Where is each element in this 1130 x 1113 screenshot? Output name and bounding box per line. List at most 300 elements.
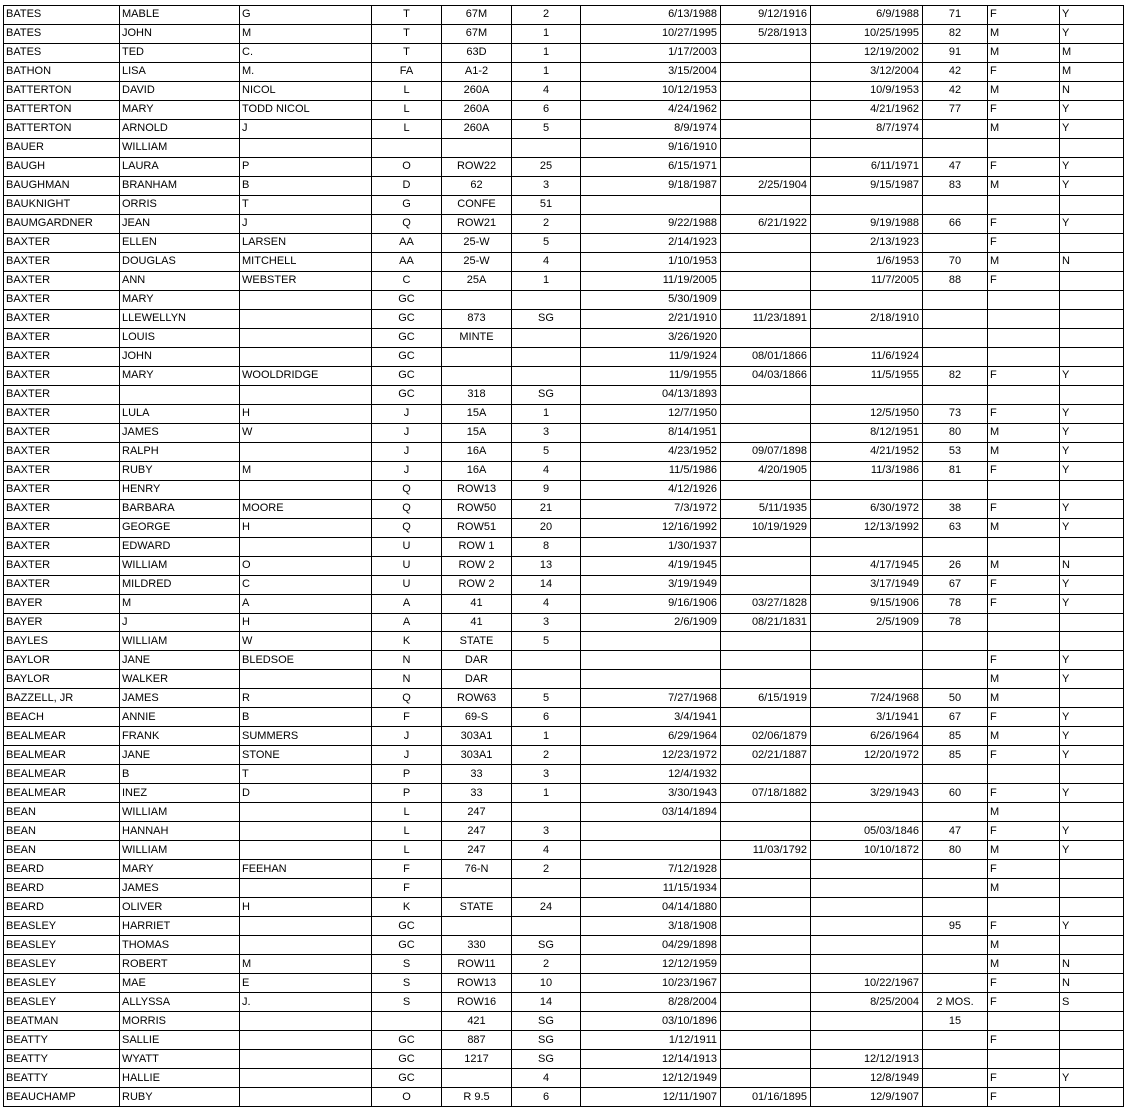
last-name-cell: BAXTER [4, 233, 120, 252]
middle-name-cell: R [240, 689, 372, 708]
sex-cell: F [988, 214, 1060, 233]
last-name-cell: BAUER [4, 138, 120, 157]
grave-cell: 2 [512, 6, 581, 25]
middle-name-cell: J [240, 214, 372, 233]
section-cell: U [372, 575, 442, 594]
sex-cell [988, 138, 1060, 157]
middle-name-cell [240, 1050, 372, 1069]
burial-date-cell: 2/6/1909 [581, 613, 721, 632]
last-name-cell: BAUGHMAN [4, 176, 120, 195]
death-date-cell [811, 138, 923, 157]
table-row [4, 689, 1124, 708]
last-name-cell: BEATTY [4, 1069, 120, 1088]
middle-name-cell: G [240, 6, 372, 25]
first-name-cell: ORRIS [120, 195, 240, 214]
birth-date-cell [721, 252, 811, 271]
burial-date-cell: 11/19/2005 [581, 271, 721, 290]
birth-date-cell [721, 993, 811, 1012]
table-row [4, 575, 1124, 594]
burial-date-cell [581, 670, 721, 689]
flag-cell: Y [1060, 841, 1124, 860]
flag-cell: Y [1060, 594, 1124, 613]
table-row [4, 537, 1124, 556]
lot-cell [442, 290, 512, 309]
section-cell [372, 1012, 442, 1031]
section-cell: K [372, 632, 442, 651]
age-cell: 78 [923, 613, 988, 632]
middle-name-cell [240, 442, 372, 461]
section-cell: T [372, 6, 442, 25]
sex-cell [988, 765, 1060, 784]
first-name-cell: MAE [120, 974, 240, 993]
grave-cell: 2 [512, 746, 581, 765]
sex-cell: M [988, 518, 1060, 537]
last-name-cell: BEATTY [4, 1031, 120, 1050]
table-row [4, 1012, 1124, 1031]
flag-cell [1060, 138, 1124, 157]
sex-cell: F [988, 1069, 1060, 1088]
last-name-cell: BAXTER [4, 442, 120, 461]
flag-cell: Y [1060, 651, 1124, 670]
grave-cell: 6 [512, 100, 581, 119]
lot-cell: 25-W [442, 252, 512, 271]
lot-cell: 260A [442, 119, 512, 138]
birth-date-cell [721, 157, 811, 176]
lot-cell: 25-W [442, 233, 512, 252]
table-row [4, 480, 1124, 499]
last-name-cell: BAUMGARDNER [4, 214, 120, 233]
flag-cell [1060, 480, 1124, 499]
burial-date-cell: 9/16/1910 [581, 138, 721, 157]
age-cell [923, 632, 988, 651]
age-cell [923, 1050, 988, 1069]
age-cell: 47 [923, 157, 988, 176]
first-name-cell: ROBERT [120, 955, 240, 974]
sex-cell: M [988, 803, 1060, 822]
birth-date-cell: 07/18/1882 [721, 784, 811, 803]
birth-date-cell [721, 233, 811, 252]
grave-cell: 4 [512, 841, 581, 860]
death-date-cell: 3/29/1943 [811, 784, 923, 803]
death-date-cell: 10/25/1995 [811, 24, 923, 43]
age-cell: 80 [923, 841, 988, 860]
section-cell: J [372, 423, 442, 442]
middle-name-cell: T [240, 195, 372, 214]
birth-date-cell [721, 860, 811, 879]
sex-cell: F [988, 157, 1060, 176]
sex-cell [988, 195, 1060, 214]
first-name-cell: GEORGE [120, 518, 240, 537]
last-name-cell: BAYLOR [4, 670, 120, 689]
death-date-cell: 7/24/1968 [811, 689, 923, 708]
age-cell [923, 328, 988, 347]
middle-name-cell [240, 1012, 372, 1031]
lot-cell: 318 [442, 385, 512, 404]
first-name-cell: JOHN [120, 24, 240, 43]
lot-cell: 63D [442, 43, 512, 62]
burial-date-cell: 03/10/1896 [581, 1012, 721, 1031]
table-row [4, 252, 1124, 271]
middle-name-cell: M [240, 461, 372, 480]
death-date-cell [811, 879, 923, 898]
middle-name-cell: P [240, 157, 372, 176]
sex-cell [988, 328, 1060, 347]
section-cell: Q [372, 689, 442, 708]
middle-name-cell [240, 1088, 372, 1107]
section-cell: U [372, 556, 442, 575]
middle-name-cell: B [240, 708, 372, 727]
birth-date-cell [721, 955, 811, 974]
section-cell: A [372, 613, 442, 632]
section-cell: GC [372, 1069, 442, 1088]
first-name-cell: LLEWELLYN [120, 309, 240, 328]
middle-name-cell: FEEHAN [240, 860, 372, 879]
age-cell: 63 [923, 518, 988, 537]
flag-cell: Y [1060, 176, 1124, 195]
flag-cell: Y [1060, 518, 1124, 537]
birth-date-cell [721, 936, 811, 955]
age-cell [923, 936, 988, 955]
table-row [4, 1050, 1124, 1069]
middle-name-cell: M [240, 955, 372, 974]
birth-date-cell [721, 670, 811, 689]
last-name-cell: BAYER [4, 594, 120, 613]
birth-date-cell: 5/28/1913 [721, 24, 811, 43]
lot-cell [442, 366, 512, 385]
sex-cell [988, 632, 1060, 651]
first-name-cell: ANN [120, 271, 240, 290]
first-name-cell: HARRIET [120, 917, 240, 936]
birth-date-cell [721, 119, 811, 138]
lot-cell: 15A [442, 423, 512, 442]
lot-cell: ROW 2 [442, 556, 512, 575]
first-name-cell: WILLIAM [120, 138, 240, 157]
sex-cell: F [988, 746, 1060, 765]
burial-date-cell: 4/24/1962 [581, 100, 721, 119]
grave-cell [512, 917, 581, 936]
age-cell [923, 138, 988, 157]
section-cell: U [372, 537, 442, 556]
lot-cell: ROW63 [442, 689, 512, 708]
grave-cell: 20 [512, 518, 581, 537]
lot-cell: R 9.5 [442, 1088, 512, 1107]
age-cell [923, 1031, 988, 1050]
age-cell: 82 [923, 366, 988, 385]
section-cell: Q [372, 518, 442, 537]
middle-name-cell [240, 290, 372, 309]
first-name-cell: LOUIS [120, 328, 240, 347]
age-cell: 95 [923, 917, 988, 936]
grave-cell [512, 328, 581, 347]
table-row [4, 746, 1124, 765]
flag-cell: Y [1060, 214, 1124, 233]
lot-cell [442, 138, 512, 157]
death-date-cell: 8/25/2004 [811, 993, 923, 1012]
table-row [4, 442, 1124, 461]
burial-date-cell [581, 195, 721, 214]
last-name-cell: BAXTER [4, 556, 120, 575]
middle-name-cell: A [240, 594, 372, 613]
grave-cell [512, 347, 581, 366]
first-name-cell: JAMES [120, 689, 240, 708]
section-cell: L [372, 803, 442, 822]
burial-date-cell: 11/9/1955 [581, 366, 721, 385]
birth-date-cell: 5/11/1935 [721, 499, 811, 518]
birth-date-cell [721, 556, 811, 575]
death-date-cell: 3/1/1941 [811, 708, 923, 727]
flag-cell: N [1060, 556, 1124, 575]
first-name-cell: INEZ [120, 784, 240, 803]
age-cell: 78 [923, 594, 988, 613]
lot-cell: DAR [442, 670, 512, 689]
flag-cell: Y [1060, 499, 1124, 518]
death-date-cell: 11/5/1955 [811, 366, 923, 385]
birth-date-cell [721, 480, 811, 499]
birth-date-cell: 08/01/1866 [721, 347, 811, 366]
death-date-cell: 2/13/1923 [811, 233, 923, 252]
first-name-cell: JAMES [120, 879, 240, 898]
burial-date-cell: 4/23/1952 [581, 442, 721, 461]
flag-cell [1060, 271, 1124, 290]
last-name-cell: BEARD [4, 898, 120, 917]
death-date-cell: 12/9/1907 [811, 1088, 923, 1107]
death-date-cell: 11/3/1986 [811, 461, 923, 480]
age-cell: 82 [923, 24, 988, 43]
flag-cell [1060, 233, 1124, 252]
middle-name-cell: J [240, 119, 372, 138]
lot-cell: 303A1 [442, 746, 512, 765]
sex-cell: F [988, 860, 1060, 879]
flag-cell [1060, 765, 1124, 784]
first-name-cell: J [120, 613, 240, 632]
first-name-cell: RALPH [120, 442, 240, 461]
last-name-cell: BAXTER [4, 271, 120, 290]
flag-cell: Y [1060, 784, 1124, 803]
sex-cell: M [988, 252, 1060, 271]
sex-cell: M [988, 423, 1060, 442]
lot-cell: 330 [442, 936, 512, 955]
lot-cell: CONFE [442, 195, 512, 214]
last-name-cell: BAXTER [4, 347, 120, 366]
flag-cell [1060, 689, 1124, 708]
birth-date-cell [721, 138, 811, 157]
lot-cell: STATE [442, 898, 512, 917]
age-cell: 88 [923, 271, 988, 290]
grave-cell: 21 [512, 499, 581, 518]
lot-cell: ROW50 [442, 499, 512, 518]
last-name-cell: BAYLES [4, 632, 120, 651]
lot-cell: 33 [442, 765, 512, 784]
birth-date-cell: 6/21/1922 [721, 214, 811, 233]
age-cell [923, 347, 988, 366]
death-date-cell [811, 860, 923, 879]
burial-date-cell [581, 841, 721, 860]
last-name-cell: BEASLEY [4, 974, 120, 993]
table-row [4, 613, 1124, 632]
death-date-cell [811, 803, 923, 822]
table-row [4, 404, 1124, 423]
last-name-cell: BEAN [4, 803, 120, 822]
sex-cell: F [988, 233, 1060, 252]
death-date-cell: 12/20/1972 [811, 746, 923, 765]
birth-date-cell [721, 1031, 811, 1050]
table-row [4, 43, 1124, 62]
last-name-cell: BAXTER [4, 328, 120, 347]
birth-date-cell [721, 917, 811, 936]
lot-cell: 67M [442, 6, 512, 25]
burial-date-cell: 11/15/1934 [581, 879, 721, 898]
table-row [4, 670, 1124, 689]
lot-cell: 76-N [442, 860, 512, 879]
burial-date-cell: 9/22/1988 [581, 214, 721, 233]
birth-date-cell [721, 575, 811, 594]
table-row [4, 119, 1124, 138]
section-cell: S [372, 955, 442, 974]
death-date-cell: 12/8/1949 [811, 1069, 923, 1088]
death-date-cell: 4/17/1945 [811, 556, 923, 575]
flag-cell: Y [1060, 708, 1124, 727]
section-cell: T [372, 43, 442, 62]
section-cell: J [372, 404, 442, 423]
birth-date-cell: 9/12/1916 [721, 6, 811, 25]
middle-name-cell [240, 917, 372, 936]
section-cell: AA [372, 233, 442, 252]
last-name-cell: BAXTER [4, 423, 120, 442]
burial-date-cell: 7/27/1968 [581, 689, 721, 708]
birth-date-cell [721, 765, 811, 784]
burial-date-cell: 8/28/2004 [581, 993, 721, 1012]
flag-cell: Y [1060, 746, 1124, 765]
flag-cell [1060, 195, 1124, 214]
middle-name-cell: M. [240, 62, 372, 81]
birth-date-cell: 6/15/1919 [721, 689, 811, 708]
sex-cell: M [988, 670, 1060, 689]
sex-cell: M [988, 841, 1060, 860]
grave-cell: 1 [512, 62, 581, 81]
last-name-cell: BAYLOR [4, 651, 120, 670]
section-cell: S [372, 993, 442, 1012]
age-cell: 70 [923, 252, 988, 271]
sex-cell [988, 537, 1060, 556]
birth-date-cell [721, 81, 811, 100]
last-name-cell: BEAN [4, 822, 120, 841]
last-name-cell: BATTERTON [4, 100, 120, 119]
last-name-cell: BEASLEY [4, 936, 120, 955]
section-cell: J [372, 746, 442, 765]
first-name-cell: THOMAS [120, 936, 240, 955]
section-cell: Q [372, 480, 442, 499]
burial-date-cell: 10/23/1967 [581, 974, 721, 993]
section-cell: GC [372, 385, 442, 404]
age-cell: 81 [923, 461, 988, 480]
table-row [4, 518, 1124, 537]
grave-cell [512, 651, 581, 670]
birth-date-cell: 09/07/1898 [721, 442, 811, 461]
grave-cell: 14 [512, 575, 581, 594]
section-cell: L [372, 81, 442, 100]
first-name-cell: LISA [120, 62, 240, 81]
section-cell: D [372, 176, 442, 195]
table-row [4, 822, 1124, 841]
first-name-cell: OLIVER [120, 898, 240, 917]
age-cell [923, 119, 988, 138]
burial-date-cell: 4/12/1926 [581, 480, 721, 499]
death-date-cell: 3/17/1949 [811, 575, 923, 594]
burial-date-cell: 2/14/1923 [581, 233, 721, 252]
age-cell [923, 898, 988, 917]
flag-cell [1060, 328, 1124, 347]
age-cell: 67 [923, 708, 988, 727]
last-name-cell: BAXTER [4, 499, 120, 518]
flag-cell [1060, 860, 1124, 879]
birth-date-cell [721, 898, 811, 917]
lot-cell: 41 [442, 594, 512, 613]
first-name-cell: WALKER [120, 670, 240, 689]
table-row [4, 176, 1124, 195]
lot-cell: 247 [442, 803, 512, 822]
lot-cell: 41 [442, 613, 512, 632]
table-row [4, 100, 1124, 119]
grave-cell: 1 [512, 271, 581, 290]
flag-cell: N [1060, 974, 1124, 993]
first-name-cell: RUBY [120, 1088, 240, 1107]
section-cell: AA [372, 252, 442, 271]
first-name-cell: MARY [120, 860, 240, 879]
middle-name-cell: M [240, 24, 372, 43]
sex-cell: F [988, 917, 1060, 936]
birth-date-cell [721, 632, 811, 651]
lot-cell: ROW16 [442, 993, 512, 1012]
flag-cell: S [1060, 993, 1124, 1012]
birth-date-cell [721, 404, 811, 423]
grave-cell: 2 [512, 214, 581, 233]
first-name-cell: WYATT [120, 1050, 240, 1069]
first-name-cell: HENRY [120, 480, 240, 499]
flag-cell: N [1060, 252, 1124, 271]
lot-cell: A1-2 [442, 62, 512, 81]
lot-cell: 421 [442, 1012, 512, 1031]
first-name-cell [120, 385, 240, 404]
burial-date-cell: 6/29/1964 [581, 727, 721, 746]
death-date-cell: 10/10/1872 [811, 841, 923, 860]
section-cell: F [372, 879, 442, 898]
death-date-cell [811, 898, 923, 917]
age-cell: 38 [923, 499, 988, 518]
last-name-cell: BEAN [4, 841, 120, 860]
burial-date-cell: 5/30/1909 [581, 290, 721, 309]
sex-cell: F [988, 708, 1060, 727]
last-name-cell: BEALMEAR [4, 765, 120, 784]
age-cell: 80 [923, 423, 988, 442]
lot-cell: ROW13 [442, 974, 512, 993]
last-name-cell: BAXTER [4, 309, 120, 328]
middle-name-cell: J. [240, 993, 372, 1012]
grave-cell: 10 [512, 974, 581, 993]
section-cell: J [372, 461, 442, 480]
sex-cell: F [988, 974, 1060, 993]
birth-date-cell [721, 195, 811, 214]
lot-cell: 873 [442, 309, 512, 328]
flag-cell: Y [1060, 670, 1124, 689]
sex-cell [988, 290, 1060, 309]
age-cell: 53 [923, 442, 988, 461]
age-cell [923, 309, 988, 328]
sex-cell: M [988, 81, 1060, 100]
middle-name-cell [240, 309, 372, 328]
first-name-cell: DAVID [120, 81, 240, 100]
section-cell: GC [372, 1031, 442, 1050]
flag-cell: Y [1060, 917, 1124, 936]
